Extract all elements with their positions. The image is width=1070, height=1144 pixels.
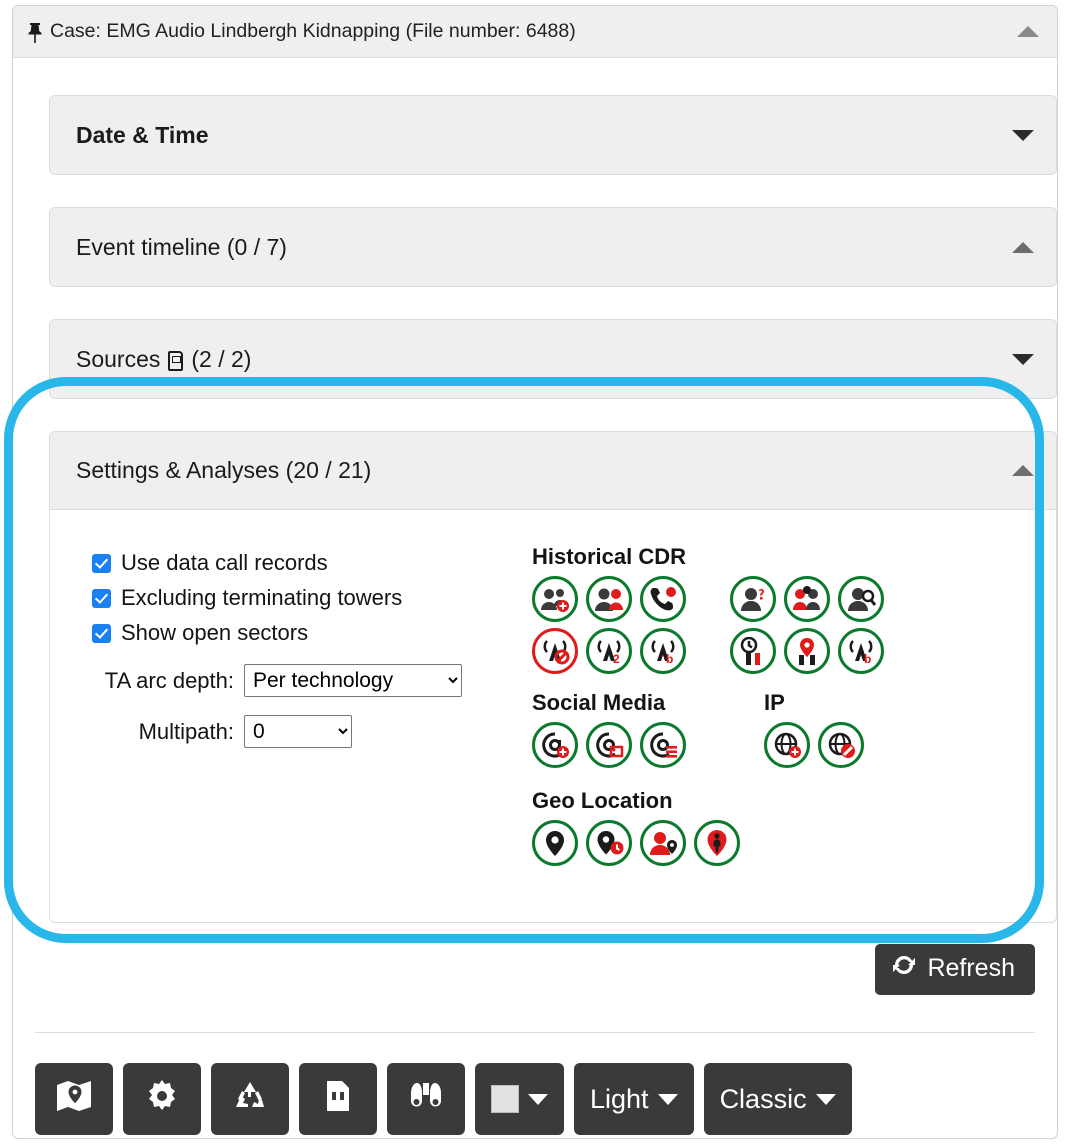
multipath-select[interactable] (244, 715, 352, 748)
chevron-down-icon[interactable] (1012, 354, 1034, 365)
antenna-b2-icon[interactable] (838, 628, 884, 674)
theme-button[interactable] (574, 1063, 694, 1135)
color-swatch-icon (491, 1085, 519, 1113)
multipath-row (92, 715, 522, 748)
section-sources-label: Sources (76, 345, 161, 372)
person-unknown-icon[interactable] (730, 576, 776, 622)
map-icon (55, 1079, 93, 1120)
case-collapse-icon[interactable] (1017, 26, 1039, 37)
phone-call-icon[interactable] (640, 576, 686, 622)
binoculars-button[interactable] (387, 1063, 465, 1135)
checkbox-icon[interactable] (92, 624, 111, 643)
svg-text:b: b (666, 652, 674, 665)
checkbox-label: Show open sectors (121, 620, 309, 645)
section-event-timeline-title: Event timeline (0 / 7) (76, 233, 287, 260)
geo-location-row-1 (532, 820, 1026, 866)
section-sources-count: (2 / 2) (191, 345, 252, 372)
map-pin-clock-icon[interactable] (586, 820, 632, 866)
social-ip-columns (532, 690, 1026, 774)
at-list-icon[interactable] (640, 722, 686, 768)
section-settings-header[interactable] (50, 432, 1056, 510)
clock-flag-icon[interactable] (730, 628, 776, 674)
globe-add-icon[interactable] (764, 722, 810, 768)
antenna-two-icon[interactable] (586, 628, 632, 674)
ta-arc-depth-select[interactable] (244, 664, 462, 697)
refresh-label: Refresh (927, 954, 1015, 982)
person-pin-icon[interactable] (640, 820, 686, 866)
chevron-down-icon (658, 1094, 678, 1105)
settings-left-column (92, 536, 522, 892)
section-settings-analyses (49, 431, 1057, 923)
pin-flag-icon[interactable] (784, 628, 830, 674)
at-add-icon[interactable] (532, 722, 578, 768)
section-date-time (49, 95, 1057, 175)
checkbox-icon[interactable] (92, 589, 111, 608)
theme-label: Light (590, 1083, 649, 1114)
ta-arc-depth-row (92, 664, 522, 697)
checkbox-show-open-sectors[interactable] (92, 620, 522, 646)
historical-cdr-row-2 (532, 628, 1026, 674)
group-geo-location-title: Geo Location (532, 788, 673, 813)
case-title: Case: EMG Audio Lindbergh Kidnapping (File number: 6488) (50, 20, 576, 42)
ta-arc-depth-label: TA arc depth: (104, 667, 234, 693)
binoculars-icon (407, 1079, 445, 1120)
checkbox-icon[interactable] (92, 554, 111, 573)
section-event-timeline (49, 207, 1057, 287)
historical-cdr-row-1 (532, 576, 1026, 622)
map-pin-icon[interactable] (532, 820, 578, 866)
globe-off-icon[interactable] (818, 722, 864, 768)
ip-row-1 (764, 722, 864, 768)
people-group-icon[interactable] (784, 576, 830, 622)
section-sources-header[interactable] (50, 320, 1056, 398)
settings-button[interactable] (123, 1063, 201, 1135)
chevron-down-icon (528, 1094, 548, 1105)
settings-right-column (532, 536, 1026, 892)
map-button[interactable] (35, 1063, 113, 1135)
group-historical-cdr (532, 544, 1026, 674)
recycle-icon (232, 1079, 268, 1120)
refresh-button[interactable] (875, 944, 1035, 995)
pin-person-walk-icon[interactable] (694, 820, 740, 866)
social-media-row-1 (532, 722, 686, 768)
sim-card-icon (324, 1079, 352, 1120)
multipath-label: Multipath: (138, 718, 234, 744)
section-event-timeline-header[interactable] (50, 208, 1056, 286)
svg-text:b: b (864, 652, 872, 665)
settings-body (50, 510, 1056, 922)
sim-button[interactable] (299, 1063, 377, 1135)
section-sources-title (76, 346, 1012, 373)
group-geo-location (532, 788, 1026, 866)
checkbox-use-data-call-records[interactable] (92, 550, 522, 576)
checkbox-excluding-terminating-towers[interactable] (92, 585, 522, 611)
chevron-down-icon (816, 1094, 836, 1105)
section-date-time-title: Date & Time (76, 121, 209, 148)
sim-card-icon (168, 351, 183, 371)
pin-icon (27, 22, 43, 44)
checkbox-label: Use data call records (121, 550, 328, 575)
antenna-no-icon[interactable] (532, 628, 578, 674)
style-label: Classic (719, 1083, 807, 1114)
refresh-row (31, 944, 1039, 995)
contacts-person-icon[interactable] (586, 576, 632, 622)
svg-text:2: 2 (613, 652, 620, 665)
bottom-toolbar (35, 1063, 852, 1135)
section-sources (49, 319, 1057, 399)
case-title-wrap (27, 20, 1017, 43)
group-social-media (532, 690, 686, 774)
at-image-icon[interactable] (586, 722, 632, 768)
chevron-up-icon[interactable] (1012, 465, 1034, 476)
refresh-icon (891, 953, 917, 984)
case-panel (12, 5, 1058, 1139)
group-ip-title: IP (764, 690, 785, 715)
recycle-button[interactable] (211, 1063, 289, 1135)
group-historical-cdr-title: Historical CDR (532, 544, 687, 569)
section-settings-title: Settings & Analyses (20 / 21) (76, 457, 372, 483)
style-button[interactable] (704, 1063, 852, 1135)
color-picker-button[interactable] (475, 1063, 564, 1135)
toolbar-divider (35, 1032, 1035, 1033)
section-date-time-header[interactable] (50, 96, 1056, 174)
checkbox-label: Excluding terminating towers (121, 585, 403, 610)
case-header[interactable] (13, 6, 1057, 58)
gear-icon (144, 1078, 180, 1121)
antenna-b-icon[interactable] (640, 628, 686, 674)
contacts-add-icon[interactable] (532, 576, 578, 622)
chevron-down-icon[interactable] (1012, 130, 1034, 141)
group-social-media-title: Social Media (532, 690, 666, 715)
group-ip (764, 690, 864, 774)
person-search-icon[interactable] (838, 576, 884, 622)
chevron-up-icon[interactable] (1012, 242, 1034, 253)
